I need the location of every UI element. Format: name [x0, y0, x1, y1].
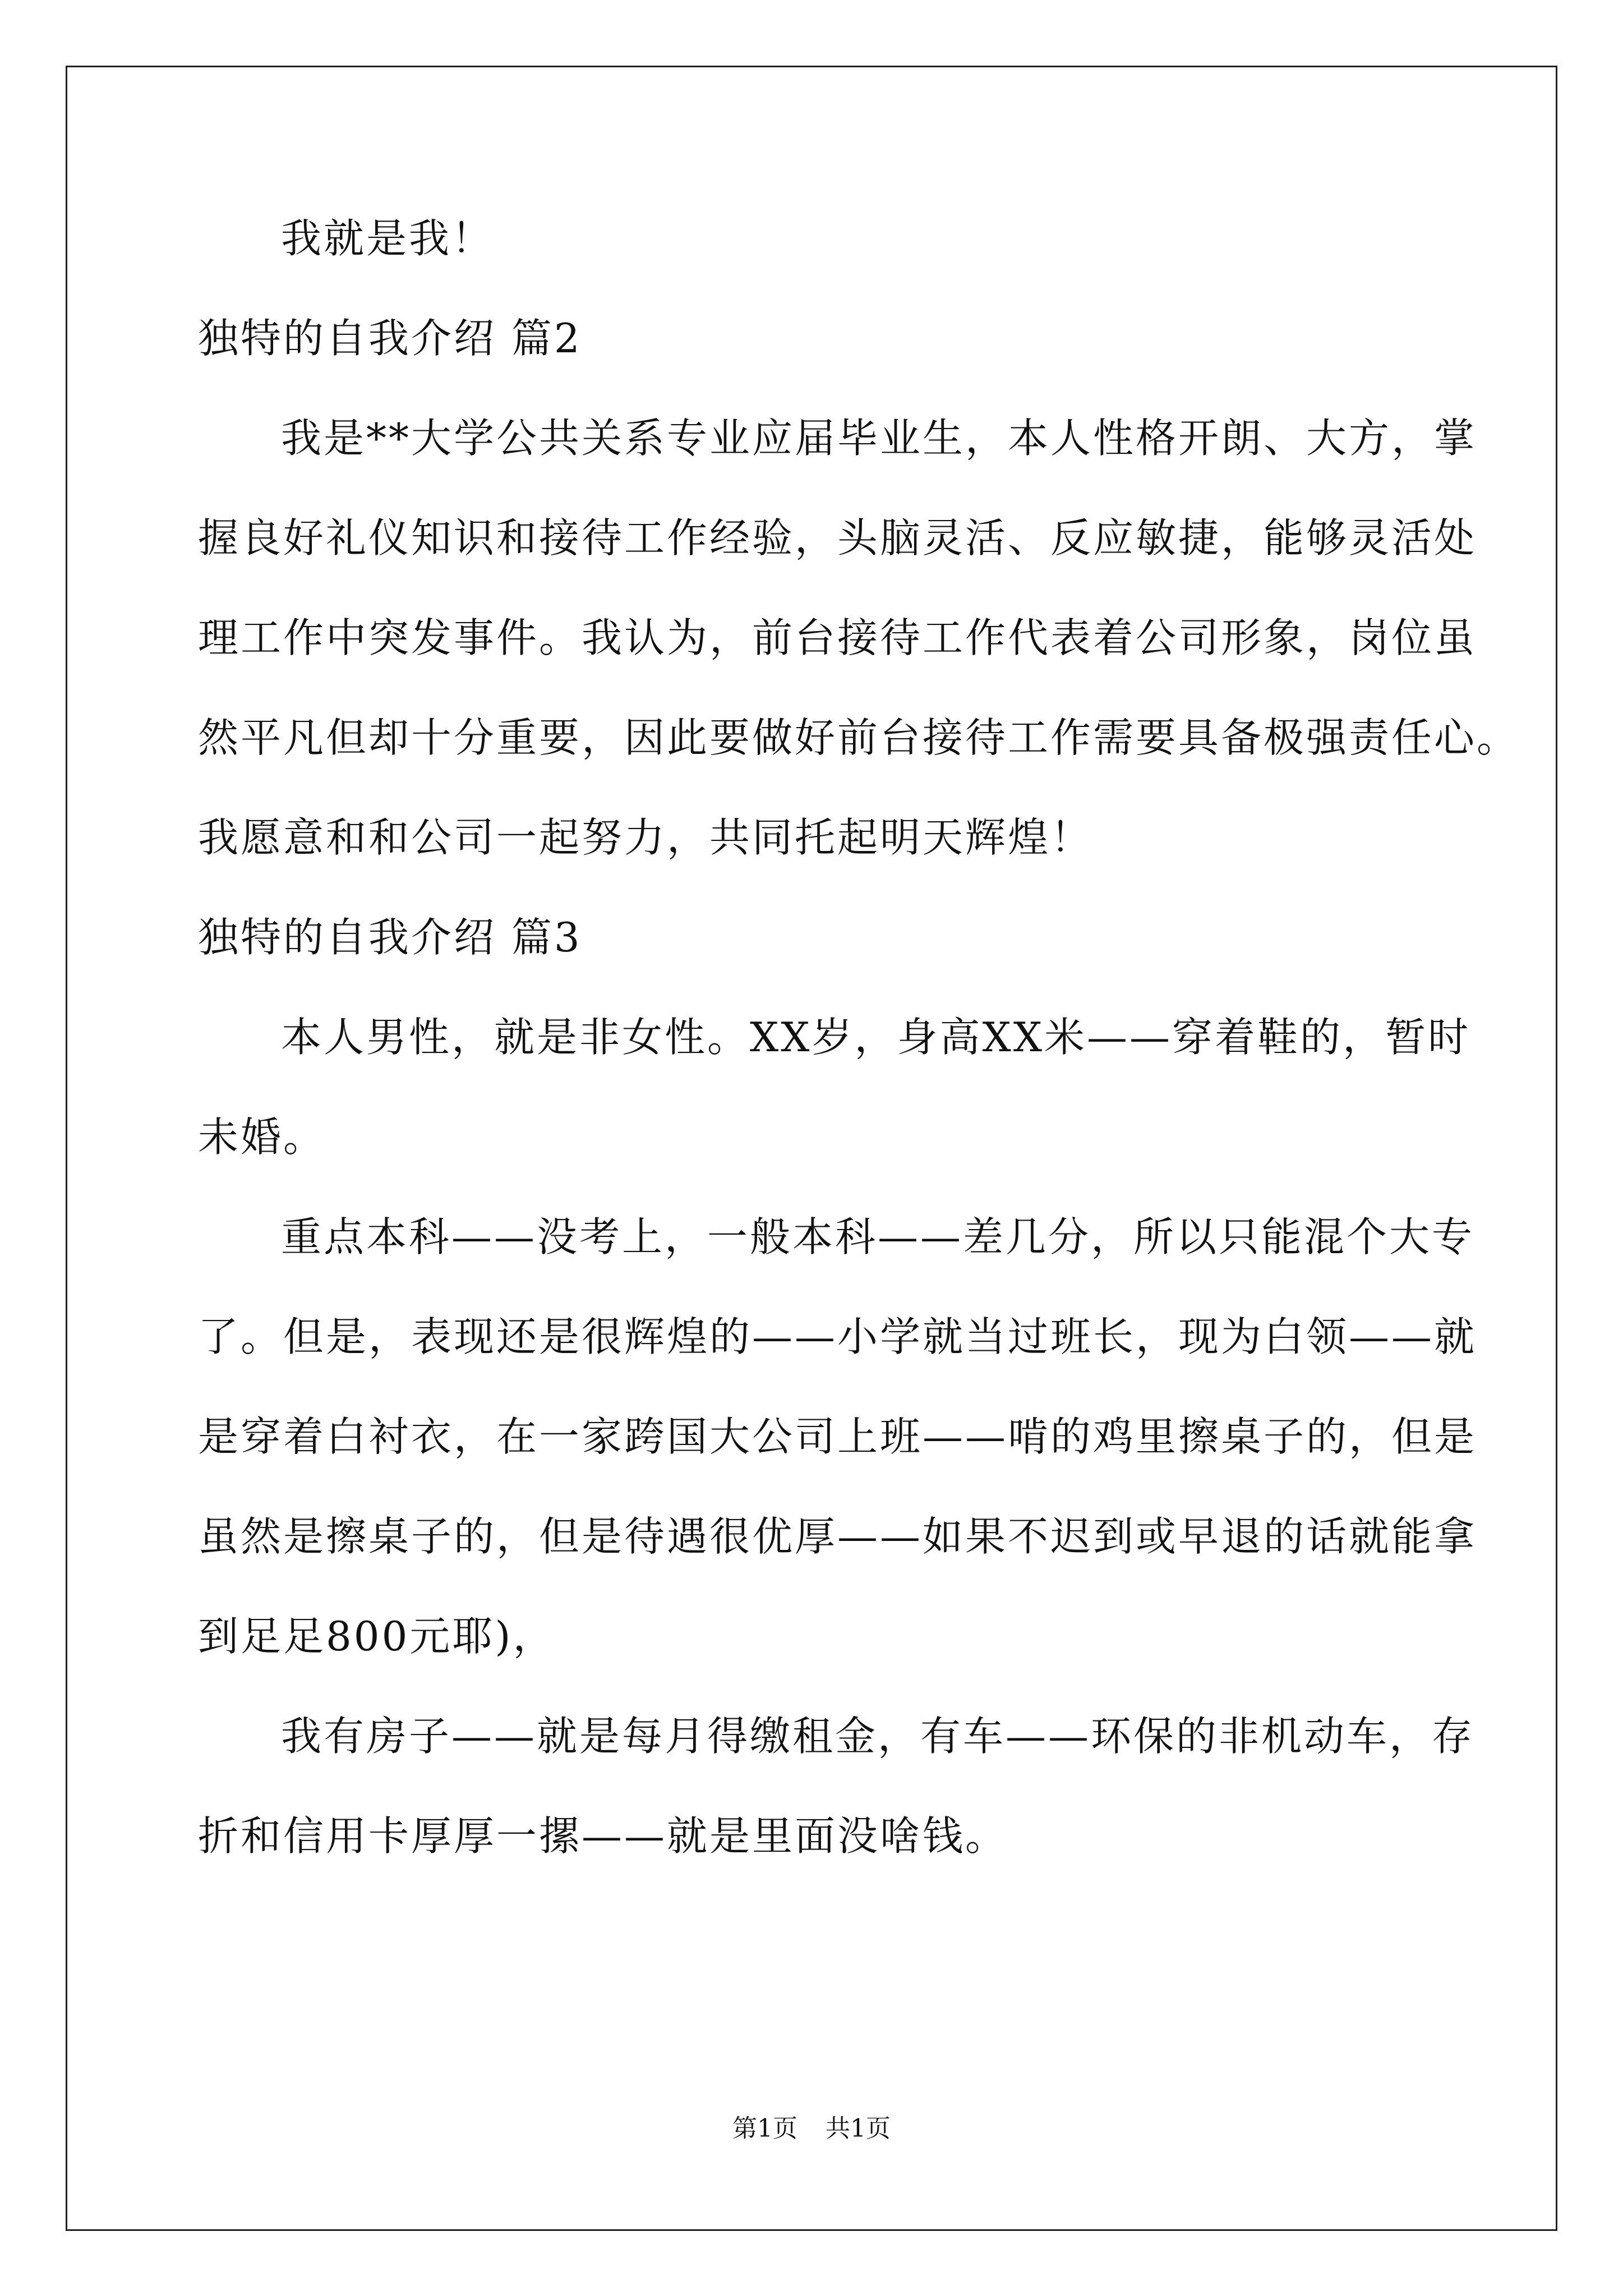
paragraph-line: 我是**大学公共关系专业应届毕业生，本人性格开朗、大方，掌: [281, 415, 1477, 462]
document-body: [198, 191, 1520, 1861]
paragraph-line: 是穿着白衬衣，在一家跨国大公司上班——啃的鸡里擦桌子的，但是: [198, 1413, 1477, 1460]
page-total: 共1页: [826, 2114, 891, 2143]
section-heading: 独特的自我介绍 篇2: [198, 315, 582, 362]
page-number: 第1页: [732, 2114, 797, 2143]
paragraph-line: 我有房子——就是每月得缴租金，有车——环保的非机动车，存: [281, 1713, 1475, 1760]
paragraph-line: 了。但是，表现还是很辉煌的——小学就当过班长，现为白领——就: [198, 1313, 1477, 1360]
section-heading: 独特的自我介绍 篇3: [198, 914, 582, 961]
paragraph-line: 到足足800元耶)，: [198, 1613, 556, 1660]
paragraph-line: 我愿意和和公司一起努力，共同托起明天辉煌！: [198, 814, 1094, 861]
paragraph-line: 未婚。: [198, 1114, 326, 1161]
paragraph-line: 我就是我！: [281, 215, 495, 262]
paragraph-line: 重点本科——没考上，一般本科——差几分，所以只能混个大专: [281, 1213, 1475, 1260]
paragraph-line: 本人男性，就是非女性。XX岁，身高XX米——穿着鞋的，暂时: [281, 1014, 1471, 1061]
paragraph-line: 折和信用卡厚厚一摞——就是里面没啥钱。: [198, 1812, 1008, 1860]
paragraph-line: 然平凡但却十分重要，因此要做好前台接待工作需要具备极强责任心。: [198, 714, 1520, 761]
paragraph-line: 虽然是擦桌子的，但是待遇很优厚——如果不迟到或早退的话就能拿: [198, 1513, 1477, 1560]
paragraph-line: 握良好礼仪知识和接待工作经验，头脑灵活、反应敏捷，能够灵活处: [198, 514, 1477, 562]
page-footer: [0, 2112, 1623, 2146]
paragraph-line: 理工作中突发事件。我认为，前台接待工作代表着公司形象，岗位虽: [198, 614, 1477, 661]
